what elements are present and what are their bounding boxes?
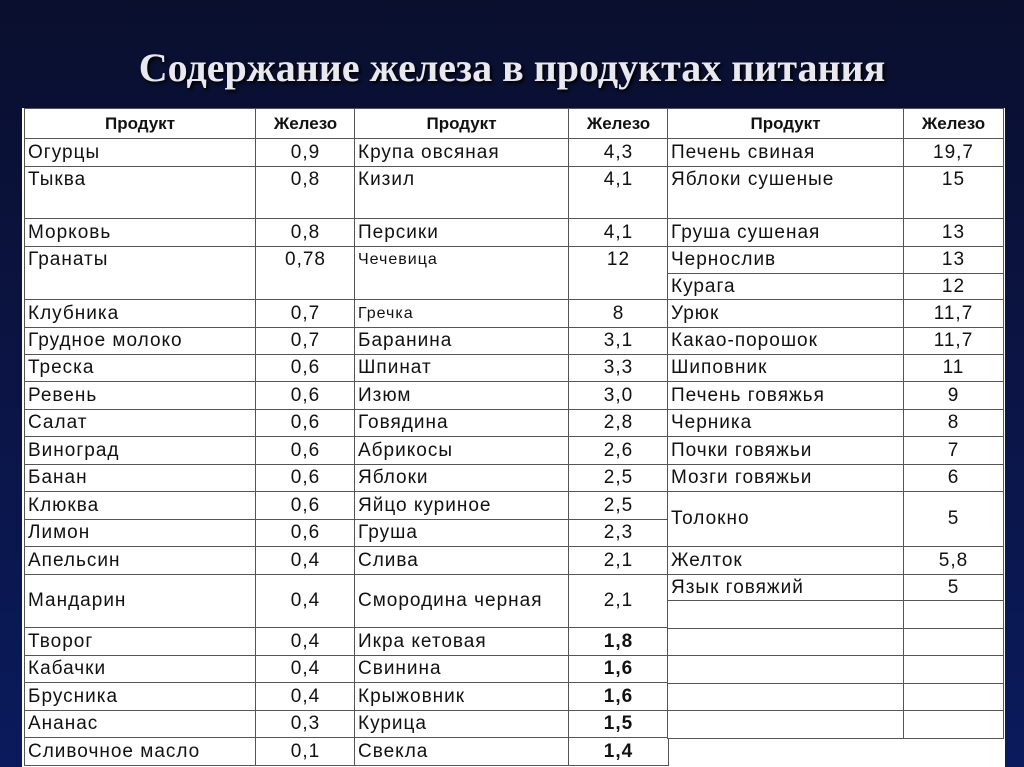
empty-cell xyxy=(904,629,1004,656)
iron-value: 4,1 xyxy=(569,167,669,219)
iron-value: 0,6 xyxy=(256,520,356,547)
iron-value: 3,1 xyxy=(569,328,669,355)
product-name: Брусника xyxy=(25,683,256,711)
iron-value: 5 xyxy=(904,575,1004,601)
product-name: Желток xyxy=(668,547,904,575)
product-name: Морковь xyxy=(25,219,256,247)
header-iron: Железо xyxy=(569,109,669,139)
product-name: Чернослив xyxy=(668,247,904,274)
iron-table-3 xyxy=(667,108,1004,739)
empty-cell xyxy=(904,656,1004,684)
iron-value: 0,6 xyxy=(256,382,356,410)
empty-cell xyxy=(904,684,1004,711)
iron-value: 8 xyxy=(569,300,669,328)
product-name: Смородина черная xyxy=(355,575,569,628)
product-name: Курага xyxy=(668,274,904,300)
product-name: Гречка xyxy=(355,300,569,328)
product-name: Грудное молоко xyxy=(25,328,256,355)
header-product: Продукт xyxy=(668,109,904,139)
product-name: Апельсин xyxy=(25,547,256,575)
iron-value: 5,8 xyxy=(904,547,1004,575)
empty-cell xyxy=(668,656,904,684)
product-name: Кизил xyxy=(355,167,569,219)
iron-value: 11,7 xyxy=(904,300,1004,328)
product-name: Творог xyxy=(25,628,256,656)
iron-value: 6 xyxy=(904,465,1004,492)
product-name: Крупа овсяная xyxy=(355,139,569,167)
product-name: Шиповник xyxy=(668,355,904,382)
slide-title: Содержание железа в продуктах питания xyxy=(138,45,886,90)
iron-value: 0,9 xyxy=(256,139,356,167)
product-name: Чечевица xyxy=(355,247,569,300)
product-name: Банан xyxy=(25,465,256,492)
iron-value: 19,7 xyxy=(904,139,1004,167)
product-name: Язык говяжий xyxy=(668,575,904,601)
empty-cell xyxy=(668,684,904,711)
product-name: Изюм xyxy=(355,382,569,410)
iron-value: 0,4 xyxy=(256,656,356,683)
product-name: Гранаты xyxy=(25,247,256,300)
product-name: Сливочное масло xyxy=(25,738,256,766)
product-name: Шпинат xyxy=(355,355,569,382)
iron-value: 1,5 xyxy=(569,711,669,738)
product-name: Салат xyxy=(25,410,256,437)
iron-value: 0,6 xyxy=(256,465,356,492)
iron-value: 0,6 xyxy=(256,492,356,520)
product-name: Урюк xyxy=(668,300,904,328)
iron-value: 15 xyxy=(904,167,1004,219)
product-name: Свекла xyxy=(355,738,569,766)
iron-value: 1,8 xyxy=(569,628,669,656)
iron-value: 2,6 xyxy=(569,437,669,465)
iron-value: 12 xyxy=(569,247,669,300)
product-name: Яйцо куриное xyxy=(355,492,569,520)
product-name: Икра кетовая xyxy=(355,628,569,656)
product-name: Ревень xyxy=(25,382,256,410)
iron-value: 2,5 xyxy=(569,465,669,492)
product-name: Персики xyxy=(355,219,569,247)
iron-value: 0,3 xyxy=(256,711,356,738)
empty-cell xyxy=(668,601,904,629)
product-name: Печень свиная xyxy=(668,139,904,167)
product-name: Груша сушеная xyxy=(668,219,904,247)
iron-value: 2,1 xyxy=(569,547,669,575)
iron-value: 11 xyxy=(904,355,1004,382)
iron-value: 11,7 xyxy=(904,328,1004,355)
product-name: Груша xyxy=(355,520,569,547)
empty-cell xyxy=(668,711,904,739)
iron-value: 0,4 xyxy=(256,628,356,656)
iron-value: 0,4 xyxy=(256,683,356,711)
product-name: Мозги говяжьи xyxy=(668,465,904,492)
iron-value: 0,4 xyxy=(256,547,356,575)
product-name: Какао-порошок xyxy=(668,328,904,355)
product-name: Яблоки сушеные xyxy=(668,167,904,219)
iron-value: 4,3 xyxy=(569,139,669,167)
iron-value: 1,6 xyxy=(569,656,669,683)
header-iron: Железо xyxy=(904,109,1004,139)
product-name: Ананас xyxy=(25,711,256,738)
iron-value: 0,7 xyxy=(256,300,356,328)
product-name: Клюква xyxy=(25,492,256,520)
product-name: Толокно xyxy=(668,492,904,547)
product-name: Треска xyxy=(25,355,256,382)
product-name: Курица xyxy=(355,711,569,738)
empty-cell xyxy=(904,711,1004,739)
product-name: Яблоки xyxy=(355,465,569,492)
product-name: Свинина xyxy=(355,656,569,683)
iron-value: 1,6 xyxy=(569,683,669,711)
header-iron: Железо xyxy=(256,109,356,139)
iron-value: 0,6 xyxy=(256,410,356,437)
product-name: Кабачки xyxy=(25,656,256,683)
iron-value: 0,6 xyxy=(256,355,356,382)
product-name: Слива xyxy=(355,547,569,575)
iron-value: 2,1 xyxy=(569,575,669,628)
iron-value: 5 xyxy=(904,492,1004,547)
iron-value: 0,4 xyxy=(256,575,356,628)
iron-value: 0,78 xyxy=(256,247,356,300)
iron-value: 0,8 xyxy=(256,167,356,219)
iron-value: 0,6 xyxy=(256,437,356,465)
iron-value: 13 xyxy=(904,219,1004,247)
product-name: Тыква xyxy=(25,167,256,219)
iron-value: 0,7 xyxy=(256,328,356,355)
header-product: Продукт xyxy=(25,109,256,139)
iron-value: 4,1 xyxy=(569,219,669,247)
iron-table-1 xyxy=(24,108,356,766)
product-name: Говядина xyxy=(355,410,569,437)
product-name: Баранина xyxy=(355,328,569,355)
product-name: Огурцы xyxy=(25,139,256,167)
iron-value: 2,5 xyxy=(569,492,669,520)
product-name: Печень говяжья xyxy=(668,382,904,410)
product-name: Клубника xyxy=(25,300,256,328)
iron-value: 2,3 xyxy=(569,520,669,547)
iron-value: 13 xyxy=(904,247,1004,274)
product-name: Абрикосы xyxy=(355,437,569,465)
header-product: Продукт xyxy=(355,109,569,139)
iron-value: 0,8 xyxy=(256,219,356,247)
iron-value: 7 xyxy=(904,437,1004,465)
product-name: Почки говяжьи xyxy=(668,437,904,465)
empty-cell xyxy=(668,629,904,656)
iron-value: 3,0 xyxy=(569,382,669,410)
empty-cell xyxy=(904,601,1004,629)
iron-table-2 xyxy=(354,108,669,766)
product-name: Лимон xyxy=(25,520,256,547)
iron-value: 12 xyxy=(904,274,1004,300)
iron-value: 9 xyxy=(904,382,1004,410)
iron-value: 8 xyxy=(904,410,1004,437)
iron-value: 3,3 xyxy=(569,355,669,382)
product-name: Черника xyxy=(668,410,904,437)
product-name: Виноград xyxy=(25,437,256,465)
product-name: Мандарин xyxy=(25,575,256,628)
product-name: Крыжовник xyxy=(355,683,569,711)
iron-value: 0,1 xyxy=(256,738,356,766)
iron-value: 2,8 xyxy=(569,410,669,437)
iron-value: 1,4 xyxy=(569,738,669,766)
